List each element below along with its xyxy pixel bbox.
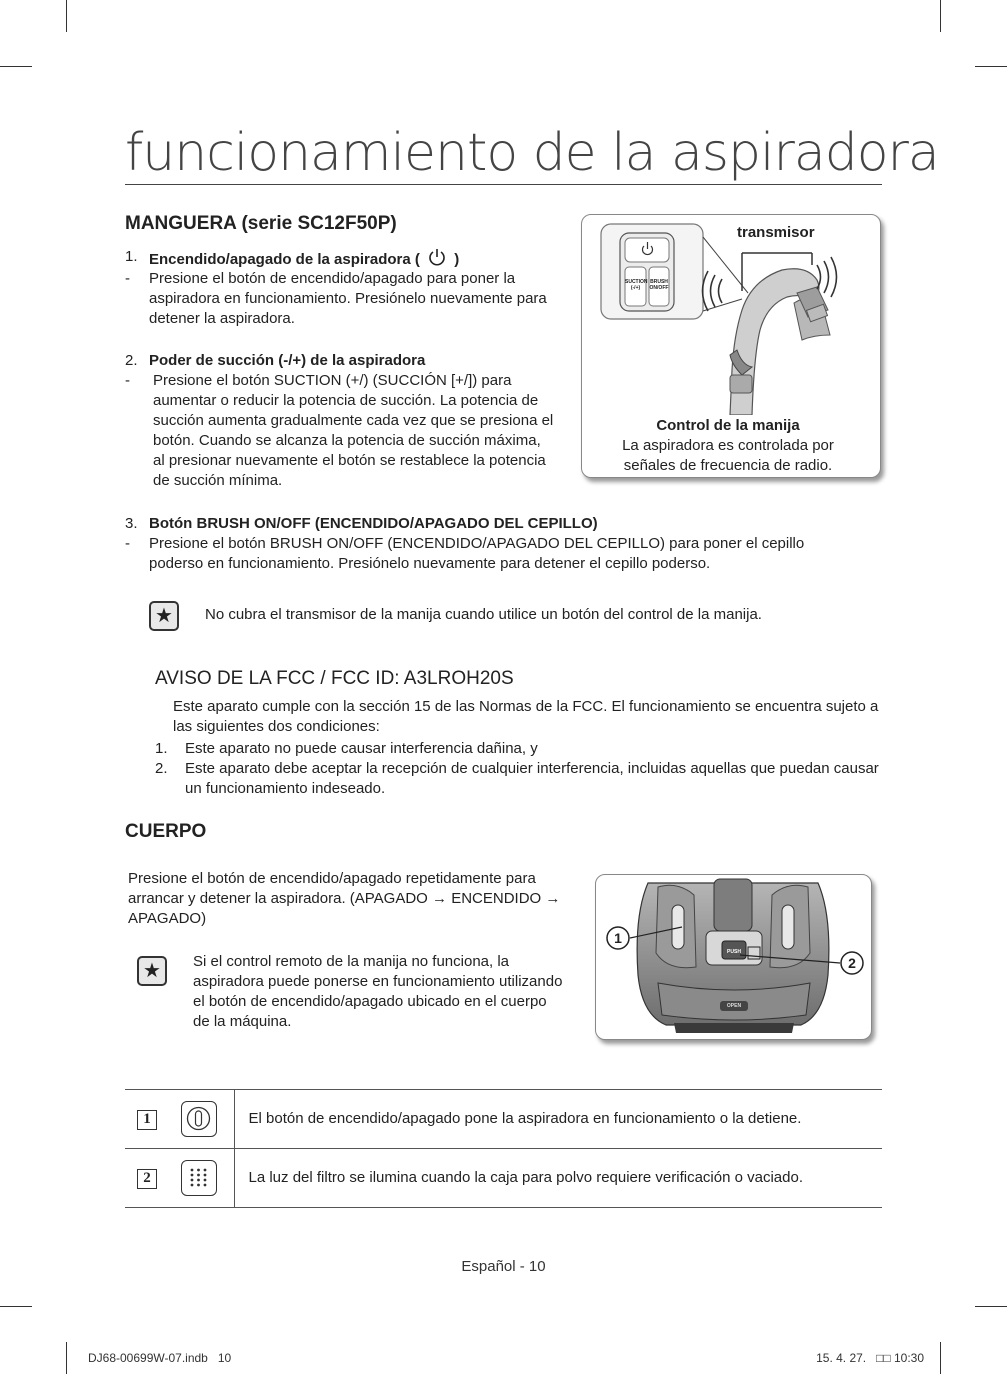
- legend-table: [125, 1089, 882, 1208]
- item-1-text: Presione el botón de encendido/apagado para poner la aspiradora en funcionamiento. Presiónelo nuevamente para detener la aspiradora.: [149, 270, 547, 327]
- item-2-title: Poder de succión (-/+) de la aspiradora: [149, 352, 426, 369]
- suction-sub: (-/+): [630, 285, 641, 291]
- item-2-text: Presione el botón SUCTION (+/) (SUCCIÓN [+/]) para aumentar o reducir la potencia de succión. La potencia de succión aumenta gradualmente cada vez que se presiona el botón. Cuando se alcanza la potencia de succión máxima, al presionar nuevamente el botón se restablece la potencia de succión mínima.: [153, 372, 554, 489]
- handle-illustration: [582, 215, 882, 415]
- legend-icon-cell: [125, 1149, 234, 1208]
- item-3-title: BRUSH ON/OFF (ENCENDIDO/APAGADO DEL CEPILLO): [196, 515, 598, 532]
- item-1-dash: -: [125, 270, 130, 287]
- item-3: [125, 514, 860, 574]
- crop-mark: [975, 66, 1007, 67]
- power-icon: [427, 247, 447, 267]
- handle-caption-title: Control de la manija: [656, 417, 800, 434]
- filter-light-icon: [181, 1160, 217, 1196]
- legend-text-1: El botón de encendido/apagado pone la aspiradora en funcionamiento o la detiene.: [234, 1090, 882, 1149]
- callout-2: 2: [848, 955, 856, 971]
- push-label: PUSH: [727, 949, 741, 955]
- crop-mark: [940, 0, 941, 32]
- item-2-dash: -: [125, 372, 130, 389]
- cuerpo-text: Presione el botón de encendido/apagado repetidamente para arrancar y detener la aspiradora. (APAGADO → ENCENDIDO → APAGADO): [128, 870, 561, 927]
- cuerpo-heading: CUERPO: [125, 821, 207, 842]
- print-date: 15. 4. 27. □□ 10:30: [816, 1351, 924, 1365]
- table-row: [125, 1149, 882, 1208]
- legend-number-2: 2: [137, 1169, 157, 1189]
- power-button-icon: [181, 1101, 217, 1137]
- item-3-number: 3.: [125, 515, 138, 532]
- fcc-intro: Este aparato cumple con la sección 15 de las Normas de la FCC. El funcionamiento se encuentra sujeto a las siguientes dos condiciones:: [173, 698, 879, 735]
- fcc-heading: AVISO DE LA FCC / FCC ID: A3LROH20S: [155, 668, 514, 689]
- suction-button-label: [625, 279, 646, 291]
- transmitter-label: transmisor: [737, 224, 815, 241]
- vacuum-body-illustration: [596, 875, 873, 1041]
- item-1-number: 1.: [125, 248, 138, 265]
- page-title: funcionamiento de la aspiradora: [125, 123, 939, 183]
- handle-control-figure: [581, 214, 881, 478]
- table-row: [125, 1090, 882, 1149]
- fcc-conditions: [155, 739, 885, 799]
- condition-1-text: Este aparato no puede causar interferencia dañina, y: [185, 740, 538, 757]
- item-1-title: Encendido/apagado de la aspiradora (: [149, 251, 420, 268]
- crop-mark: [940, 1342, 941, 1374]
- item-2-number: 2.: [125, 352, 138, 369]
- brush-sub: ON/OFF: [649, 285, 669, 291]
- crop-mark: [975, 1306, 1007, 1307]
- cuerpo-note-star-icon: ★: [137, 956, 167, 986]
- item-1-title-close: ): [454, 251, 460, 268]
- item-3-text: Presione el botón BRUSH ON/OFF (ENCENDIDO/APAGADO DEL CEPILLO) para poner el cepillo poderso en funcionamiento. Presiónelo nuevamente para detener el cepillo poderso.: [149, 535, 805, 572]
- file-name: DJ68-00699W-07.indb 10: [88, 1351, 232, 1365]
- condition-2-number: 2.: [155, 760, 168, 777]
- crop-mark: [0, 1306, 32, 1307]
- manguera-heading: MANGUERA (serie SC12F50P): [125, 213, 397, 234]
- callout-1: 1: [614, 930, 622, 946]
- page-number: Español - 10: [461, 1258, 546, 1275]
- item-3-title-prefix: Botón: [149, 515, 193, 532]
- crop-mark: [0, 66, 32, 67]
- brush-label: BRUSH: [650, 279, 668, 285]
- body-figure: [595, 874, 872, 1040]
- item-2: [125, 351, 555, 491]
- open-label: OPEN: [726, 1003, 742, 1009]
- crop-mark: [66, 0, 67, 32]
- legend-text-2: La luz del filtro se ilumina cuando la caja para polvo requiere verificación o vaciado.: [234, 1149, 882, 1208]
- handle-caption: [602, 416, 854, 476]
- handle-caption-text: La aspiradora es controlada por señales de frecuencia de radio.: [622, 437, 834, 474]
- cuerpo-note: Si el control remoto de la manija no funciona, la aspiradora puede ponerse en funcionamiento utilizando el botón de encendido/apagado ubicado en el cuerpo de la máquina.: [193, 953, 563, 1030]
- condition-2-text: Este aparato debe aceptar la recepción de cualquier interferencia, incluidas aquellas que puedan causar un funcionamiento indeseado.: [185, 760, 879, 797]
- item-1: [125, 247, 555, 329]
- note-star-icon: ★: [149, 601, 179, 631]
- item-3-dash: -: [125, 535, 130, 552]
- crop-mark: [66, 1342, 67, 1374]
- legend-number-1: 1: [137, 1110, 157, 1130]
- condition-1-number: 1.: [155, 740, 168, 757]
- brush-button-label: [649, 279, 669, 291]
- handle-note: No cubra el transmisor de la manija cuando utilice un botón del control de la manija.: [205, 606, 762, 623]
- suction-label: SUCTION: [625, 279, 648, 285]
- legend-icon-cell: [125, 1090, 234, 1149]
